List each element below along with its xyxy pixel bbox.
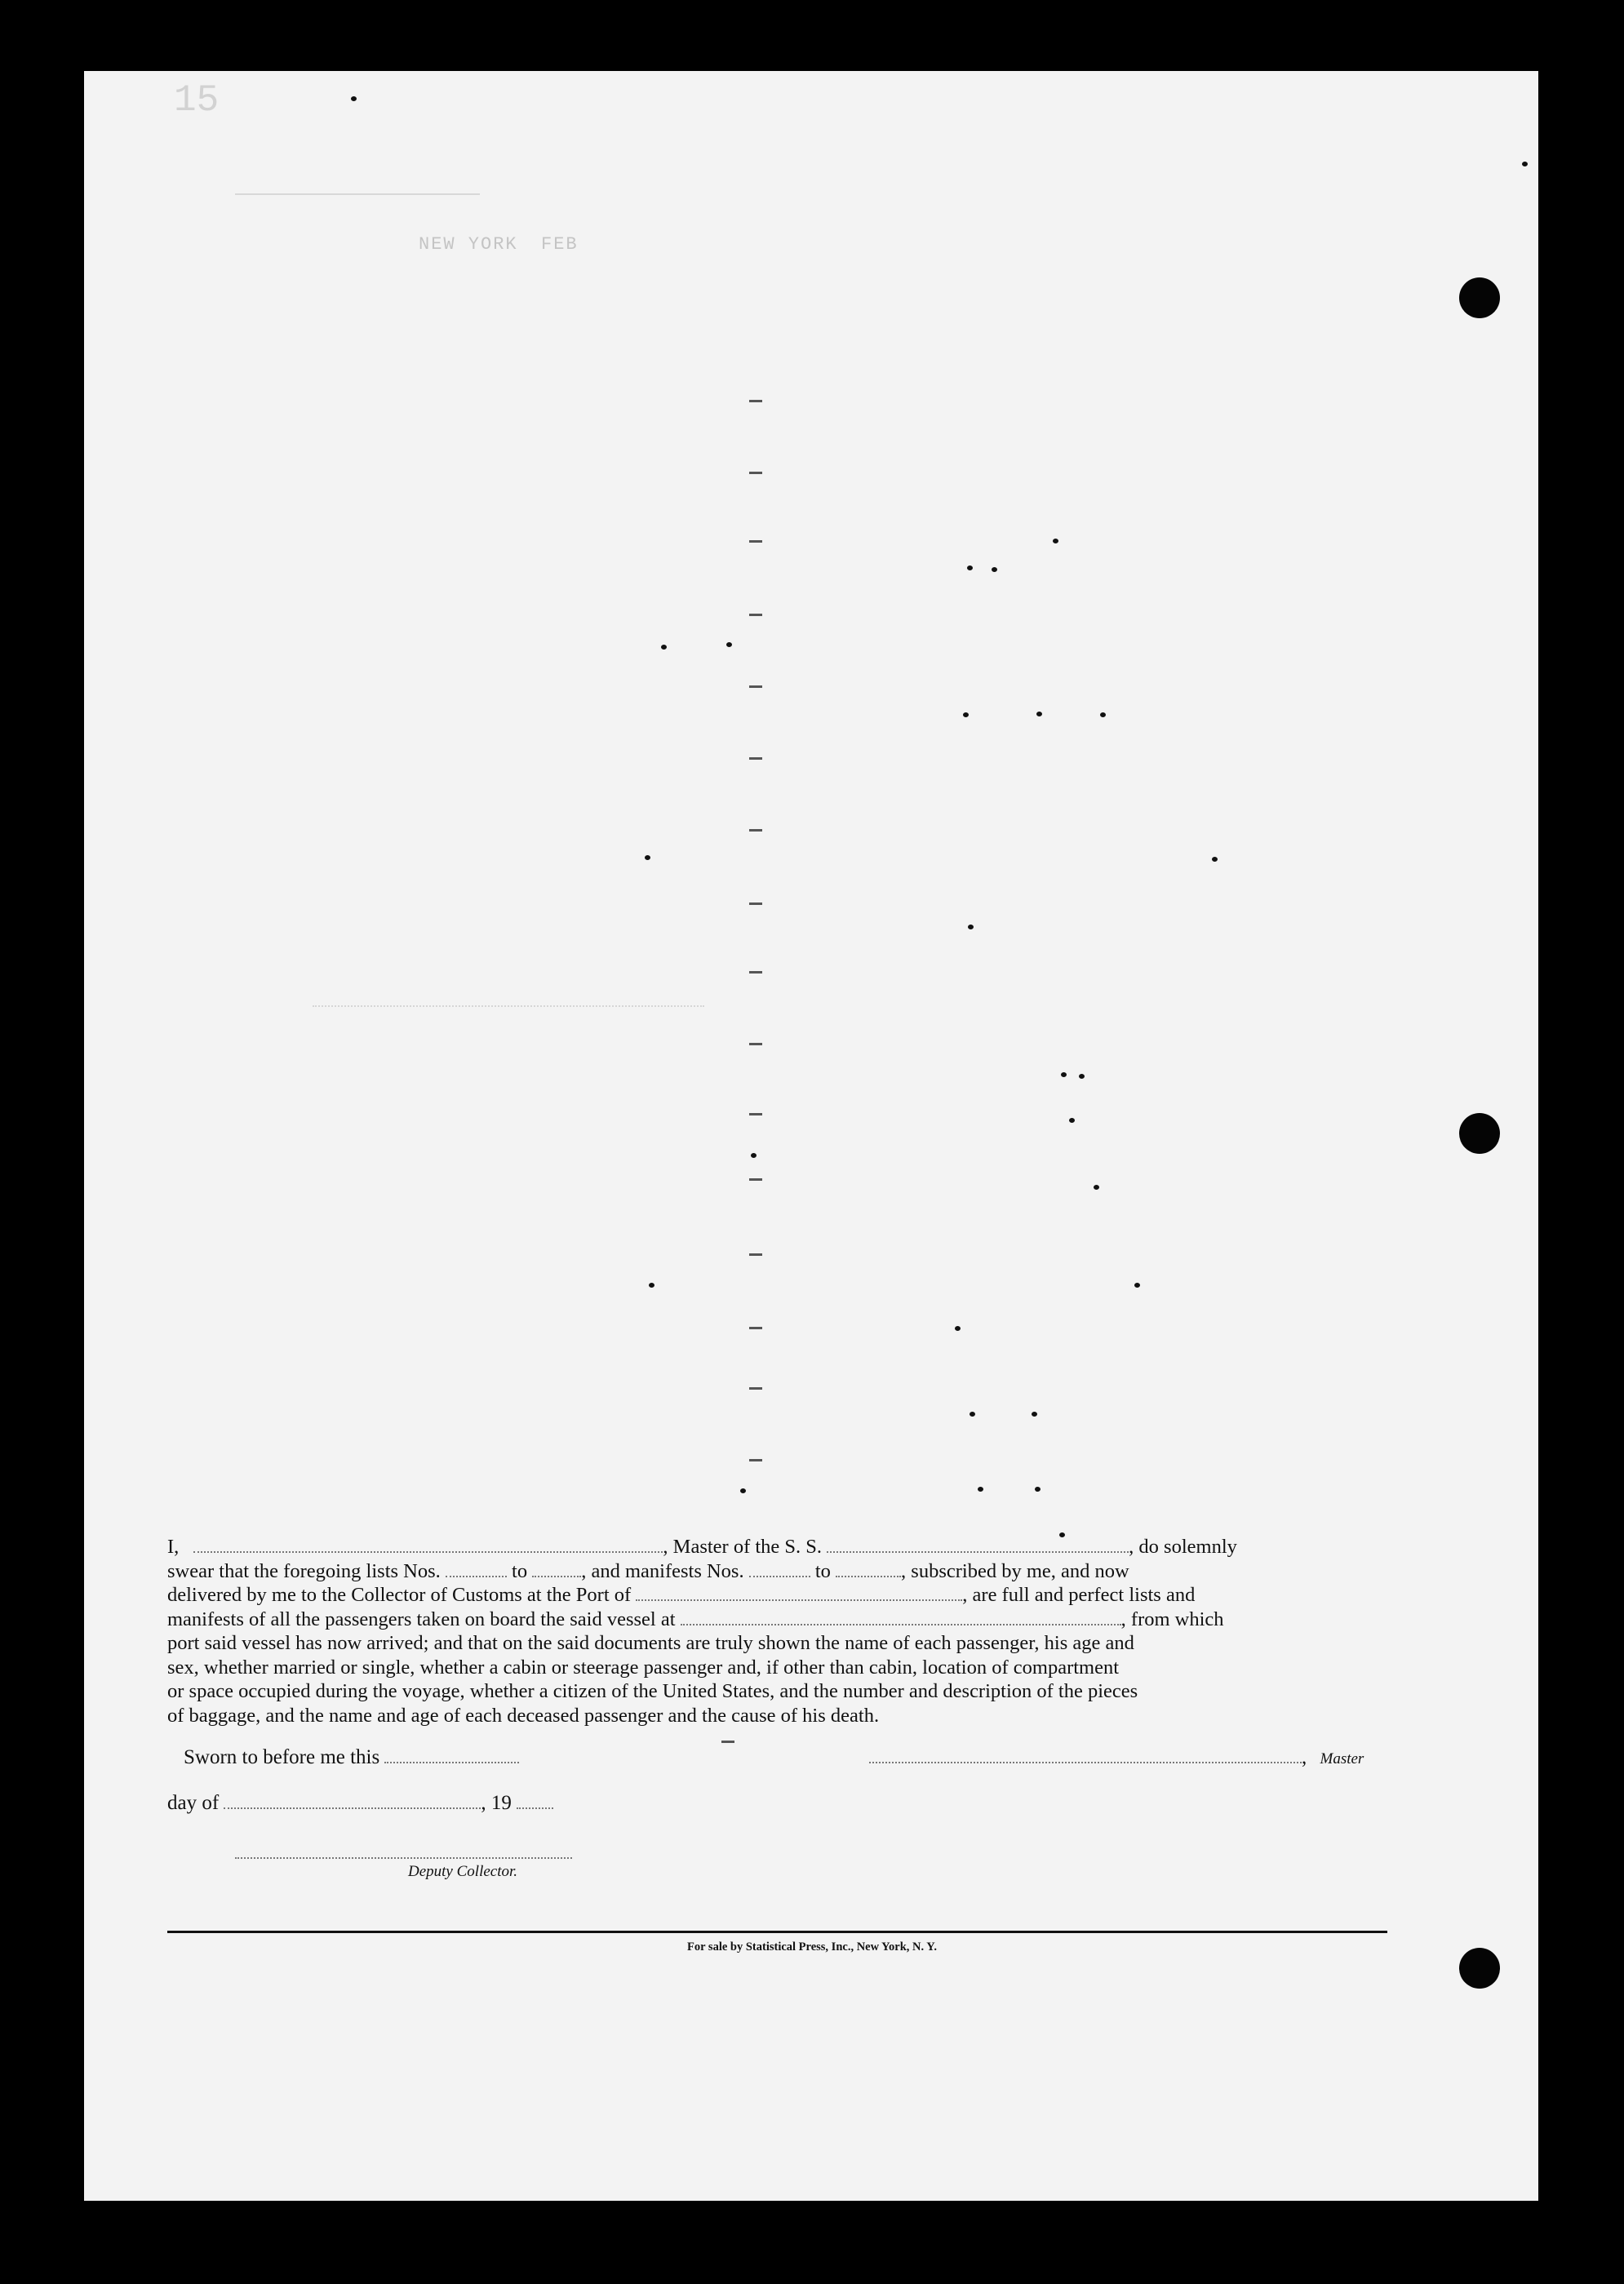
ink-dot [351, 96, 357, 101]
ink-dot [1035, 1487, 1041, 1492]
ink-dot [1053, 539, 1058, 543]
ink-dot [1061, 1072, 1067, 1077]
ink-dot [726, 642, 732, 647]
master-name-field[interactable] [193, 1541, 663, 1553]
faint-date-text: FEB [541, 234, 579, 255]
master-signature-field[interactable] [869, 1752, 1302, 1763]
ink-dot [645, 855, 650, 860]
dash-mark [749, 472, 762, 474]
dash-mark [749, 685, 762, 688]
sworn-label: Sworn to before me this [184, 1746, 380, 1768]
dash-mark [749, 829, 762, 832]
oath-line-2 [167, 1559, 1387, 1584]
ink-dot [955, 1326, 961, 1331]
dash-mark [749, 757, 762, 760]
ink-dot [968, 925, 974, 929]
year-prefix: , 19 [481, 1792, 512, 1814]
oath-line-7: or space occupied during the voyage, whether a citizen of the United States, and the number and description of the pieces [167, 1680, 1138, 1702]
dash-mark [749, 1178, 762, 1181]
dash-mark [749, 400, 762, 402]
dash-mark [749, 1043, 762, 1045]
dash-mark [749, 1113, 762, 1115]
oath-subscribed-label: , subscribed by me, and now [901, 1559, 1129, 1582]
oath-from-which-label: , from which [1120, 1608, 1224, 1630]
dash-mark [749, 540, 762, 543]
printer-credit: For sale by Statistical Press, Inc., New York, N. Y. [687, 1940, 937, 1954]
ink-dot [1212, 857, 1218, 862]
punch-hole-top [1459, 277, 1500, 318]
day-of-row [167, 1792, 553, 1815]
oath-line-1 [167, 1535, 1387, 1559]
ink-dot [963, 712, 969, 717]
ink-dot [1036, 712, 1042, 716]
lists-to-field[interactable] [532, 1566, 581, 1577]
oath-to-label-2: to [814, 1559, 831, 1582]
master-comma: , [1302, 1746, 1307, 1768]
faint-mark [313, 1005, 704, 1015]
lists-from-field[interactable] [446, 1566, 507, 1577]
master-oath-paragraph [167, 1535, 1387, 1727]
day-of-label: day of [167, 1792, 220, 1814]
ink-dot [1134, 1283, 1140, 1288]
dash-mark [749, 1327, 762, 1329]
master-label: Master [1320, 1750, 1364, 1767]
dash-mark [749, 614, 762, 616]
ink-dot [1079, 1074, 1085, 1079]
oath-lists-label: swear that the foregoing lists Nos. [167, 1559, 441, 1582]
sworn-day-field[interactable] [384, 1752, 519, 1763]
oath-line-8: of baggage, and the name and age of each deceased passenger and the cause of his death. [167, 1704, 880, 1727]
ink-dot [1100, 712, 1106, 717]
dash-mark [749, 1459, 762, 1461]
ink-dot [661, 645, 667, 650]
port-field[interactable] [636, 1590, 962, 1601]
oath-line-5: port said vessel has now arrived; and that on the said documents are truly shown the name of each passenger, his age and [167, 1632, 1134, 1654]
oath-line-6: sex, whether married or single, whether a cabin or steerage passenger and, if other than cabin, location of compartment [167, 1656, 1120, 1679]
vessel-name-field[interactable] [827, 1541, 1129, 1553]
dash-mark [749, 1387, 762, 1390]
oath-master-label: , Master of the S. S. [663, 1536, 823, 1558]
footer-rule [167, 1931, 1387, 1933]
deputy-collector-label: Deputy Collector. [408, 1863, 518, 1880]
deputy-signature-line[interactable] [235, 1838, 572, 1859]
sworn-row [184, 1746, 519, 1769]
ink-dot [649, 1283, 654, 1288]
oath-solemnly-label: , do solemnly [1129, 1536, 1237, 1558]
dash-mark [749, 903, 762, 905]
year-field[interactable] [517, 1798, 553, 1809]
ink-dot [1094, 1185, 1099, 1190]
manifests-to-field[interactable] [836, 1566, 901, 1577]
oath-i-label: I, [167, 1536, 180, 1558]
oath-full-lists-label: , are full and perfect lists and [962, 1584, 1196, 1606]
punch-hole-middle [1459, 1113, 1500, 1154]
faint-mark [235, 193, 480, 203]
dash-mark [721, 1741, 734, 1743]
ink-dot [992, 567, 997, 572]
faint-port-text: NEW YORK [419, 234, 518, 255]
dash-mark [749, 971, 762, 973]
oath-vessel-at-label: manifests of all the passengers taken on board the said vessel at [167, 1608, 676, 1630]
oath-line-3 [167, 1583, 1387, 1608]
manifests-from-field[interactable] [749, 1566, 810, 1577]
ink-dot [1522, 162, 1528, 166]
master-signature-row [869, 1746, 1364, 1769]
oath-port-label: delivered by me to the Collector of Customs at the Port of [167, 1584, 632, 1606]
faint-page-number: 15 [174, 79, 220, 122]
departure-port-field[interactable] [681, 1614, 1121, 1625]
ink-dot [1032, 1412, 1037, 1417]
month-field[interactable] [224, 1798, 481, 1809]
dash-mark [749, 1253, 762, 1256]
ink-dot [967, 565, 973, 570]
ink-dot [751, 1153, 757, 1158]
ink-dot [1069, 1118, 1075, 1123]
form-page [84, 71, 1538, 2201]
oath-manifests-label: , and manifests Nos. [581, 1559, 744, 1582]
ink-dot [970, 1412, 975, 1417]
oath-to-label: to [512, 1559, 528, 1582]
ink-dot [978, 1487, 983, 1492]
oath-line-4 [167, 1608, 1387, 1632]
ink-dot [740, 1488, 746, 1493]
